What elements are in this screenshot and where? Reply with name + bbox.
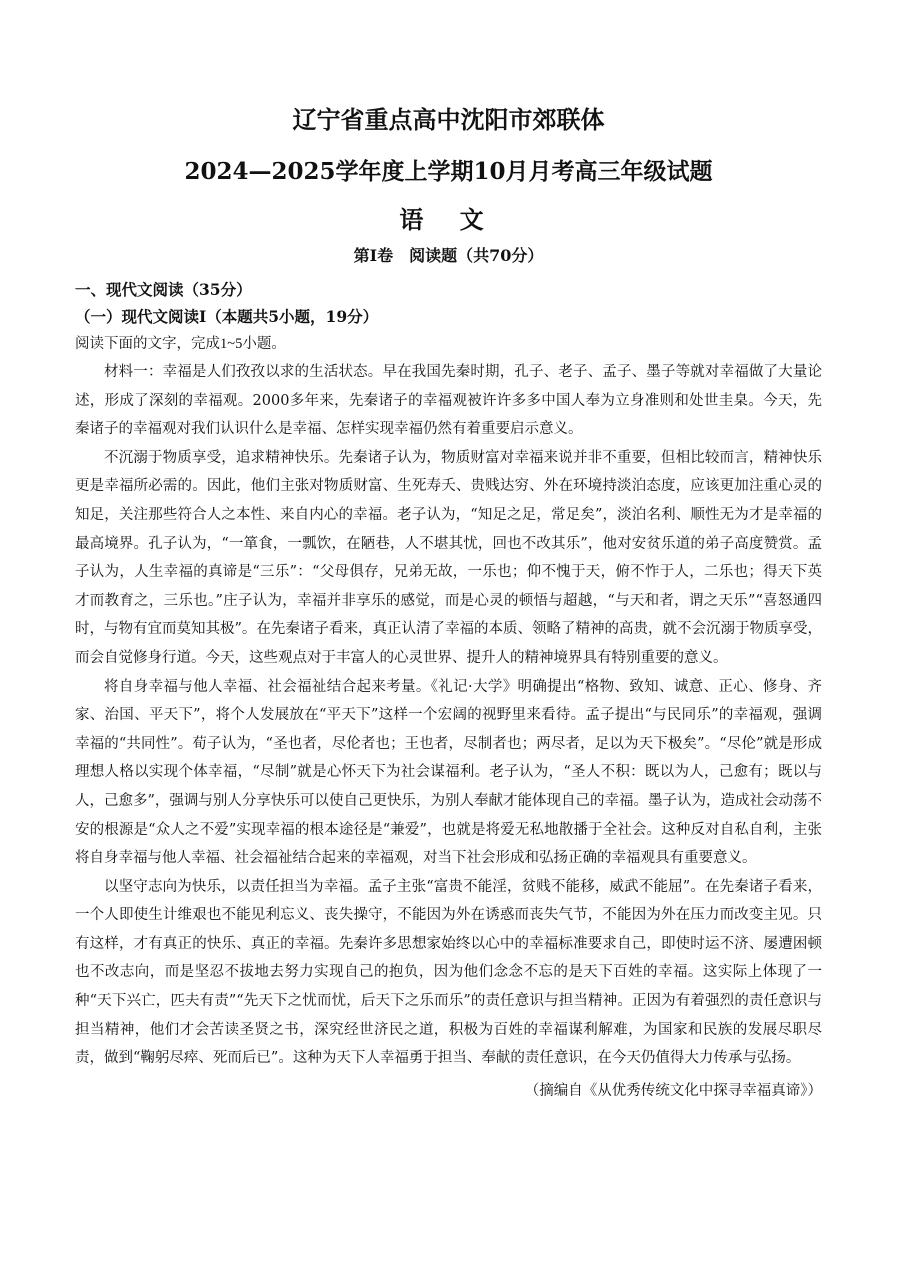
material-paragraph-2: 不沉溺于物质享受，追求精神快乐。先秦诸子认为，物质财富对幸福来说并非不重要，但相比较而言，精神快乐更是幸福所必需的。因此，他们主张对物质财富、生死寿夭、贵贱达穷、外在环境持淡泊态度，应该更加注重心灵的知足，关注那些符合人之本性、来自内心的幸福。老子认为，“知足之足，常足矣”，淡泊名利、顺性无为才是幸福的最高境界。孔子认为，“一箪食，一瓢饮，在陋巷，人不堪其忧，回也不改其乐”，他对安贫乐道的弟子高度赞赏。孟子认为，人生幸福的真谛是“三乐”：“父母俱存，兄弟无故，一乐也；仰不愧于天，俯不怍于人，二乐也；得天下英才而教育之，三乐也。”庄子认为，幸福并非享乐的感觉，而是心灵的顿悟与超越，“与天和者，谓之天乐”“喜怒通四时，与物有宜而莫知其极”。在先秦诸子看来，真正认清了幸福的本质、领略了精神的高贵，就不会沉溺于物质享受，而会自觉修身行道。今天，这些观点对于丰富人的心灵世界、提升人的精神境界具有特别重要的意义。 (75, 449, 822, 666)
section-heading: 一、现代文阅读（35分） (75, 280, 252, 299)
material-paragraph-1: 材料一：幸福是人们孜孜以求的生活状态。早在我国先秦时期，孔子、老子、孟子、墨子等就对幸福做了大量论述，形成了深刻的幸福观。2000多年来，先秦诸子的幸福观被许许多多中国人奉为立身准则和处世圭臬。今天，先秦诸子的幸福观对我们认识什么是幸福、怎样实现幸福仍然有着重要启示意义。 (75, 364, 822, 438)
reading-instruction: 阅读下面的文字，完成1~5小题。 (75, 336, 286, 352)
part-heading: 第Ⅰ卷 阅读题（共70分） (353, 246, 544, 265)
exam-title-school: 辽宁省重点高中沈阳市郊联体 (292, 105, 605, 134)
material-paragraph-3: 将自身幸福与他人幸福、社会福祉结合起来考量。《礼记·大学》明确提出“格物、致知、诚意、正心、修身、齐家、治国、平天下”，将个人发展放在“平天下”这样一个宏阔的视野里来看待。孟子提出“与民同乐”的幸福观，强调幸福的“共同性”。荀子认为，“圣也者，尽伦者也；王也者，尽制者也；两尽者，足以为天下极矣”。“尽伦”就是形成理想人格以实现个体幸福，“尽制”就是心怀天下为社会谋福利。老子认为，“圣人不积：既以为人，己愈有；既以与人，己愈多”，强调与别人分享快乐可以使自己更快乐，为别人奉献才能体现自己的幸福。墨子认为，造成社会动荡不安的根源是“众人之不爱”实现幸福的根本途径是“兼爱”，也就是将爱无私地散播于全社会。这种反对自私自利，主张将自身幸福与他人幸福、社会福祉结合起来的幸福观，对当下社会形成和弘扬正确的幸福观具有重要意义。 (75, 678, 822, 867)
subsection-heading: （一）现代文阅读Ⅰ（本题共5小题，19分） (75, 307, 379, 326)
material-paragraph-4: 以坚守志向为快乐，以责任担当为幸福。孟子主张“富贵不能淫，贫贱不能移，威武不能屈”。在先秦诸子看来，一个人即使生计维艰也不能见利忘义、丧失操守，不能因为外在诱惑而丧失气节，不能因为外在压力而改变主见。只有这样，才有真正的快乐、真正的幸福。先秦许多思想家始终以心中的幸福标准要求自己，即使时运不济、屡遭困顿也不改志向，而是坚忍不拔地去努力实现自己的抱负，因为他们念念不忘的是天下百姓的幸福。这实际上体现了一种“天下兴亡，匹夫有责”“先天下之忧而忧，后天下之乐而乐”的责任意识与担当精神。正因为有着强烈的责任意识与担当精神，他们才会苦读圣贤之书，深究经世济民之道，积极为百姓的幸福谋利解难，为国家和民族的发展尽职尽责，做到“鞠躬尽瘁、死而后已”。这种为天下人幸福勇于担当、奉献的责任意识，在今天仍值得大力传承与弘扬。 (75, 878, 822, 1067)
reading-material (75, 358, 822, 1073)
source-citation: （摘编自《从优秀传统文化中探寻幸福真谛》） (524, 1082, 822, 1099)
exam-title-term: 2024—2025学年度上学期10月月考高三年级试题 (184, 158, 713, 185)
subject-title: 语 文 (399, 205, 498, 234)
